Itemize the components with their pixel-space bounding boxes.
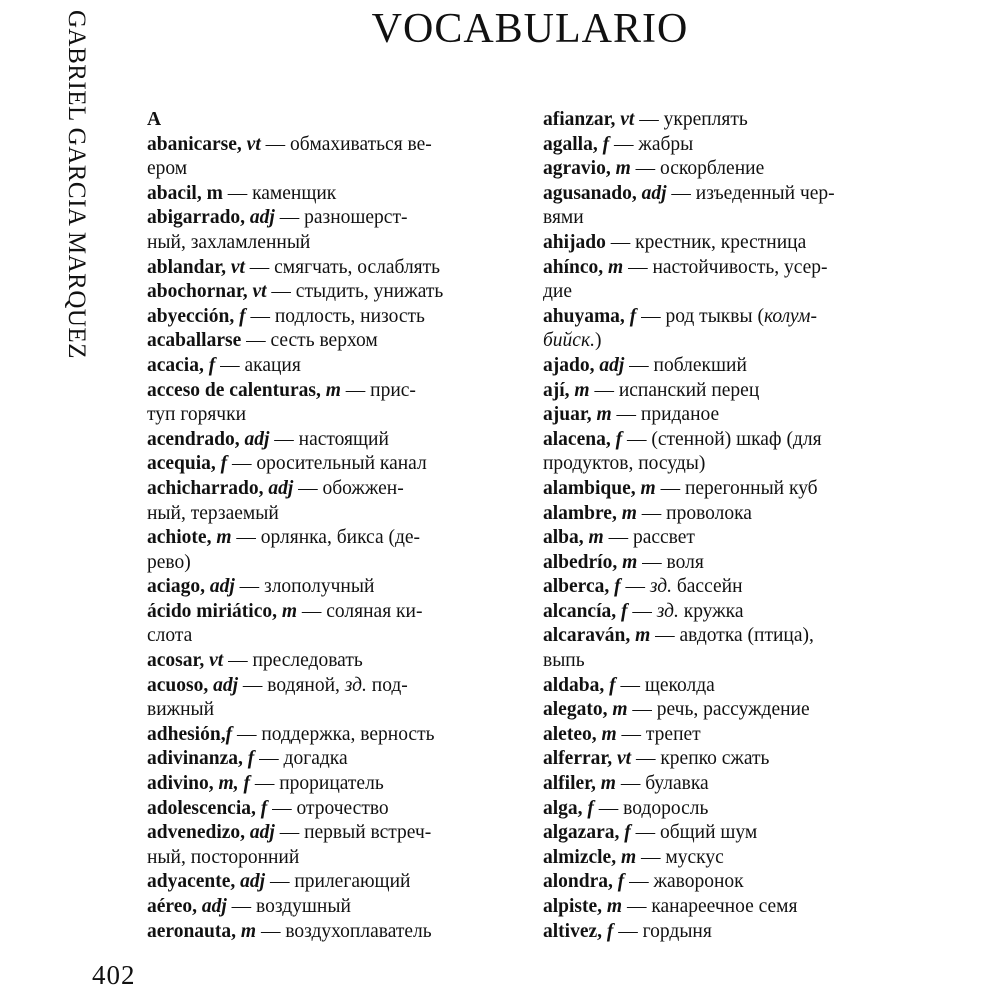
dictionary-line (147, 403, 507, 428)
definition-text: — акация (215, 354, 301, 376)
dictionary-line (147, 182, 507, 207)
headword: abochornar, (147, 281, 248, 303)
dictionary-line (543, 452, 903, 477)
definition-text: — стыдить, унижать (266, 281, 444, 303)
dictionary-line (147, 452, 507, 477)
grammar-label: f (614, 576, 621, 598)
headword: ahijado (543, 231, 606, 253)
dictionary-line (147, 551, 507, 576)
definition-text: — поблекший (624, 354, 747, 376)
grammar-label: vt (617, 748, 632, 770)
definition-text: продуктов, посуды) (543, 453, 706, 475)
headword: almizcle, (543, 846, 617, 868)
headword: adivino, (147, 773, 214, 795)
grammar-label: vt (230, 256, 245, 278)
headword: ahínco, (543, 256, 604, 278)
definition-text: — канареечное семя (622, 896, 798, 917)
headword: alba, (543, 527, 584, 549)
grammar-label: f (624, 822, 631, 844)
grammar-label: adj (209, 576, 235, 598)
grammar-label: adj (213, 674, 239, 696)
dictionary-line (543, 526, 903, 551)
headword: alga, (543, 797, 583, 819)
dictionary-line (147, 846, 507, 871)
definition-text: — мускус (636, 846, 724, 868)
dictionary-line (543, 649, 903, 674)
grammar-label: vt (246, 133, 261, 155)
right-entries (543, 108, 903, 944)
definition-text: — орлянка, бикса (де- (231, 527, 421, 549)
dictionary-line (147, 256, 507, 281)
headword: ácido miriático, (147, 600, 277, 622)
dictionary-line (147, 502, 507, 527)
definition-text: — жаворонок (624, 871, 744, 893)
definition-text: — догадка (254, 748, 348, 770)
dictionary-line (147, 305, 507, 330)
definition-text: — рассвет (603, 527, 695, 549)
definition-text: кружка (678, 600, 744, 622)
definition-text: — род тыквы ( (636, 305, 764, 327)
dictionary-line (543, 772, 903, 797)
definition-text: ный, посторонний (147, 846, 300, 868)
headword: acequia, (147, 453, 216, 475)
headword: aéreo, (147, 896, 197, 917)
dictionary-line (543, 280, 903, 305)
definition-text: — отрочество (267, 797, 389, 819)
definition-text: ером (147, 158, 188, 180)
grammar-label: f (220, 453, 228, 475)
headword: acaballarse (147, 330, 242, 352)
dictionary-line (543, 329, 903, 354)
definition-text: — соляная ки- (297, 600, 423, 622)
italic-note: колум- (763, 305, 817, 327)
headword: abyección, (147, 305, 235, 327)
definition-text: — (620, 576, 650, 598)
headword: alambre, (543, 502, 617, 524)
grammar-label: f (629, 305, 637, 327)
grammar-label: adj (244, 428, 270, 450)
headword: alferrar, (543, 748, 613, 770)
dictionary-line (543, 747, 903, 772)
headword: alcancía, (543, 600, 617, 622)
grammar-label: f (609, 674, 616, 696)
definition-text: туп горячки (147, 404, 247, 426)
dictionary-line (147, 157, 507, 182)
grammar-label: adj (268, 477, 294, 499)
grammar-label: adj (240, 871, 266, 893)
headword: abanicarse, (147, 133, 242, 155)
grammar-label: m, f (218, 773, 250, 795)
grammar-label: f (247, 748, 255, 770)
headword: alberca, (543, 576, 610, 598)
dictionary-line (147, 821, 507, 846)
definition-text: ный, терзаемый (147, 502, 279, 524)
grammar-label: f (587, 797, 594, 819)
headword: agalla, (543, 133, 598, 155)
headword: aciago, (147, 576, 205, 598)
definition-text: дие (543, 281, 573, 303)
grammar-label: m (600, 773, 616, 795)
dictionary-line (147, 674, 507, 699)
definition-text: — перегонный куб (655, 477, 818, 499)
grammar-label: adj (249, 207, 275, 229)
definition-text: — крепко сжать (631, 748, 770, 770)
grammar-label: f (606, 920, 614, 942)
definition-text: — щеколда (615, 674, 715, 696)
grammar-label: adj (201, 896, 227, 917)
dictionary-line (543, 551, 903, 576)
definition-text: — булавка (615, 773, 709, 795)
dictionary-line (543, 575, 903, 600)
headword: adolescencia, (147, 797, 256, 819)
definition-text: — настоящий (269, 428, 389, 450)
definition-text: — обожжен- (293, 477, 404, 499)
dictionary-line (543, 305, 903, 330)
running-head-author: GABRIEL GARCIA MARQUEZ (63, 10, 90, 359)
dictionary-line (147, 379, 507, 404)
page-title: VOCABULARIO (371, 6, 689, 52)
headword: alambique, (543, 477, 636, 499)
headword: ahuyama, (543, 305, 625, 327)
dictionary-line (147, 206, 507, 231)
headword: acuoso, (147, 674, 209, 696)
definition-text: — проволока (636, 502, 752, 524)
grammar-label: m (240, 920, 257, 942)
dictionary-line (543, 403, 903, 428)
page-number: 402 (92, 960, 136, 990)
dictionary-line (147, 600, 507, 625)
definition-text: — разношерст- (274, 207, 408, 229)
dictionary-line (147, 575, 507, 600)
grammar-label: vt (252, 281, 267, 303)
headword: aleteo, (543, 723, 597, 745)
headword: alacena, (543, 428, 611, 450)
dictionary-line (147, 797, 507, 822)
dictionary-line (147, 649, 507, 674)
headword: aldaba, (543, 674, 605, 696)
grammar-label: adj (599, 354, 625, 376)
dictionary-line (147, 723, 507, 748)
headword: afianzar, (543, 109, 616, 130)
definition-text: — прорицатель (249, 773, 384, 795)
definition-text: — общий шум (630, 822, 758, 844)
dictionary-line (543, 231, 903, 256)
dictionary-line (147, 895, 507, 920)
definition-text: — укреплять (634, 109, 748, 130)
headword: agravio, (543, 158, 611, 180)
definition-text: — прилегающий (265, 871, 411, 893)
grammar-label: adj (249, 822, 275, 844)
definition-text: — гордыня (613, 920, 712, 942)
grammar-label: m (620, 846, 637, 868)
grammar-label: m (574, 379, 590, 401)
dictionary-line (543, 256, 903, 281)
headword: alpiste, (543, 896, 603, 917)
headword: achicharrado, (147, 477, 264, 499)
definition-text: — подлость, низость (245, 305, 425, 327)
section-letter: A (147, 109, 162, 130)
headword: ajuar, (543, 404, 592, 426)
definition-text: — крестник, крестница (605, 231, 807, 253)
left-entries (147, 133, 507, 945)
grammar-label: f (615, 428, 623, 450)
definition-text: ный, захламленный (147, 231, 311, 253)
dictionary-line (543, 797, 903, 822)
definition-text: — воздушный (226, 896, 351, 917)
grammar-label: f (260, 797, 268, 819)
dictionary-line (543, 870, 903, 895)
grammar-label: m (608, 256, 624, 278)
headword: acendrado, (147, 428, 240, 450)
definition-text: — воздухоплаватель (256, 920, 432, 942)
definition-text: — обмахиваться ве- (260, 133, 432, 155)
dictionary-line (543, 133, 903, 158)
left-column (147, 108, 507, 944)
dictionary-line (543, 920, 903, 945)
definition-text: вями (543, 207, 584, 229)
headword: algazara, (543, 822, 620, 844)
dictionary-line (543, 182, 903, 207)
definition-text: — воля (637, 551, 704, 573)
italic-note: бийск. (543, 330, 595, 352)
dictionary-line (147, 747, 507, 772)
dictionary-line (543, 624, 903, 649)
definition-text: — (627, 600, 657, 622)
definition-text: бассейн (671, 576, 743, 598)
headword: agusanado, (543, 182, 637, 204)
headword: abigarrado, (147, 207, 246, 229)
definition-text: — изъеденный чер- (666, 182, 835, 204)
dictionary-line (543, 698, 903, 723)
grammar-label: m (216, 527, 232, 549)
headword: advenedizo, (147, 822, 246, 844)
dictionary-line (147, 280, 507, 305)
grammar-label: m (601, 723, 617, 745)
grammar-label: m (596, 404, 612, 426)
dictionary-line (543, 379, 903, 404)
grammar-label: m (281, 600, 298, 622)
definition-text: — трепет (616, 723, 701, 745)
headword: acceso de calenturas, (147, 379, 321, 401)
definition-text: — прис- (340, 379, 416, 401)
dictionary-line (543, 157, 903, 182)
grammar-label: m (606, 896, 623, 917)
definition-text: — водоросль (593, 797, 709, 819)
definition-text: — авдотка (птица), (650, 625, 814, 647)
headword: ablandar, (147, 256, 226, 278)
headword: alegato, (543, 699, 608, 721)
definition-text: — настойчивость, усер- (623, 256, 828, 278)
definition-text: — злополучный (234, 576, 375, 598)
definition-text: — (стенной) шкаф (для (622, 428, 822, 450)
grammar-label: f (208, 354, 216, 376)
dictionary-line (147, 231, 507, 256)
dictionary-line (543, 723, 903, 748)
headword: albedrío, (543, 551, 618, 573)
grammar-label: m (640, 477, 656, 499)
definition-text: — испанский перец (589, 379, 760, 401)
definition-text: — речь, рассуждение (627, 699, 810, 721)
definition-text: — сесть верхом (241, 330, 378, 352)
dictionary-line (543, 428, 903, 453)
definition-text: — каменщик (222, 182, 337, 204)
definition-text: под- (366, 674, 408, 696)
headword: alondra, (543, 871, 613, 893)
headword: achiote, (147, 527, 212, 549)
grammar-label: vt (620, 109, 635, 130)
dictionary-line (147, 428, 507, 453)
definition-text: — первый встреч- (274, 822, 432, 844)
definition-text: выпь (543, 650, 585, 672)
dictionary-line (147, 354, 507, 379)
dictionary-line (543, 895, 903, 920)
dictionary-line (147, 772, 507, 797)
grammar-label: f (225, 723, 233, 745)
headword: adhesión, (147, 723, 226, 745)
headword: altivez, (543, 920, 603, 942)
dictionary-line (147, 477, 507, 502)
grammar-label: m (588, 527, 604, 549)
headword: abacil, m (147, 182, 223, 204)
headword: adyacente, (147, 871, 236, 893)
dictionary-line (543, 846, 903, 871)
grammar-label: m (622, 551, 638, 573)
definition-text: — приданое (611, 404, 720, 426)
dictionary-line (543, 108, 903, 133)
grammar-label: m (612, 699, 628, 721)
italic-note: зд. (649, 576, 672, 598)
definition-text: ) (594, 330, 602, 352)
italic-note: зд. (344, 674, 367, 696)
dictionary-line (147, 698, 507, 723)
headword: adivinanza, (147, 748, 243, 770)
dictionary-line (147, 920, 507, 945)
grammar-label: f (617, 871, 625, 893)
grammar-label: m (635, 625, 651, 647)
definition-text: — преследовать (223, 650, 363, 672)
definition-text: рево) (147, 551, 191, 573)
grammar-label: vt (209, 650, 224, 672)
dictionary-line (147, 624, 507, 649)
definition-text: — оросительный канал (227, 453, 427, 475)
right-column (543, 108, 903, 944)
headword: acacia, (147, 354, 204, 376)
grammar-label: f (239, 305, 246, 327)
definition-text: — водяной, (238, 674, 345, 696)
definition-text: слота (147, 625, 193, 647)
dictionary-line (147, 526, 507, 551)
definition-text: — оскорбление (630, 158, 765, 180)
italic-note: зд. (656, 600, 679, 622)
grammar-label: adj (641, 182, 667, 204)
dictionary-line (147, 870, 507, 895)
dictionary-line (543, 477, 903, 502)
dictionary-line (543, 502, 903, 527)
dictionary-line (543, 354, 903, 379)
grammar-label: m (325, 379, 341, 401)
dictionary-line (543, 674, 903, 699)
dictionary-line (147, 133, 507, 158)
definition-text: — поддержка, верность (232, 723, 435, 745)
headword: acosar, (147, 650, 205, 672)
headword: alcaraván, (543, 625, 631, 647)
grammar-label: f (602, 133, 610, 155)
dictionary-line (543, 206, 903, 231)
dictionary-line (543, 821, 903, 846)
grammar-label: f (621, 600, 628, 622)
grammar-label: m (621, 502, 637, 524)
headword: ajado, (543, 354, 595, 376)
headword: aeronauta, (147, 920, 237, 942)
grammar-label: m (615, 158, 631, 180)
definition-text: — смягчать, ослаблять (244, 256, 441, 278)
dictionary-line (543, 600, 903, 625)
definition-text: вижный (147, 699, 215, 721)
headword: ají, (543, 379, 570, 401)
dictionary-line (147, 329, 507, 354)
definition-text: — жабры (609, 133, 694, 155)
headword: alfiler, (543, 773, 596, 795)
